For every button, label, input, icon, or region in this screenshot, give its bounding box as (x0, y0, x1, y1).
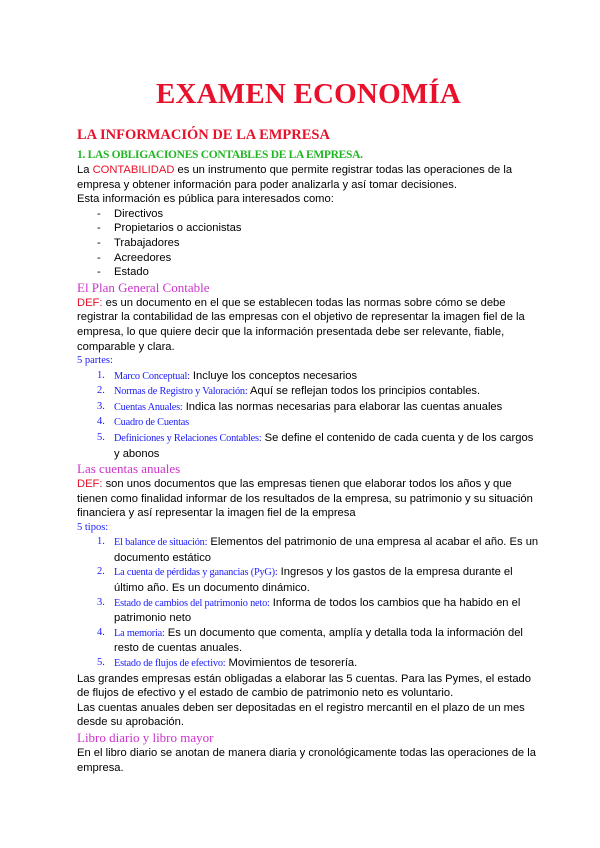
list-item: 3. Estado de cambios del patrimonio neto: Informa de todos los cambios que ha habido en el patrimonio neto (97, 596, 521, 625)
types-list (77, 535, 540, 671)
subsection-heading: 1. LAS OBLIGACIONES CONTABLES DE LA EMPRESA. (77, 149, 363, 161)
list-item: 2. Normas de Registro y Valoración: Aquí se reflejan todos los principios contables. (97, 385, 481, 398)
list-item: - Estado (97, 265, 540, 280)
contabilidad-paragraph: La CONTABILIDAD es un instrumento que permite registrar todas las operaciones de la empresa y obtener información para poder analizarla y así tomar decisiones. (77, 164, 513, 191)
def-label: DEF: (77, 296, 103, 309)
list-item: 3. Cuentas Anuales: Indica las normas necesarias para elaborar las cuentas anuales (97, 400, 503, 413)
cuentas-heading: Las cuentas anuales (77, 461, 181, 477)
list-item: 2. La cuenta de pérdidas y ganancias (PyG): Ingresos y los gastos de la empresa durante el último año. Es un documento dinámico. (97, 566, 513, 595)
parts-list (77, 369, 540, 462)
pgc-heading: El Plan General Contable (77, 279, 210, 295)
types-label: 5 tipos: (77, 521, 109, 533)
libro-heading: Libro diario y libro mayor (77, 730, 214, 745)
list-item: 4. La memoria: Es un documento que comenta, amplía y detalla toda la información del resto de cuentas anuales. (97, 626, 523, 655)
cuentas-deposit-paragraph: Las cuentas anuales deben ser depositadas en el registro mercantil en el plazo de un mes desde su aprobación. (77, 701, 525, 729)
contabilidad-term: CONTABILIDAD (92, 164, 175, 176)
list-item: 5. Estado de flujos de efectivo: Movimientos de tesorería. (97, 657, 358, 670)
list-item: - Acreedores (97, 251, 540, 266)
interested-intro: Esta información es pública para interesados como: (77, 193, 334, 206)
interested-list (77, 207, 540, 280)
list-item: - Propietarios o accionistas (97, 221, 540, 236)
list-item: 1. Marco Conceptual: Incluye los conceptos necesarios (97, 369, 358, 382)
cuentas-obligation-paragraph: Las grandes empresas están obligadas a elaborar las 5 cuentas. Para las Pymes, el estado de flujos de efectivo y el estado de cambio de patrimonio neto es voluntario. (77, 672, 531, 700)
list-item: - Directivos (97, 207, 540, 222)
pgc-definition: DEF: es un documento en el que se establecen todas las normas sobre cómo se debe registrar la contabilidad de las empresas con el objetivo de representar la imagen fiel de la empresa, lo que quiere decir que la información presentada debe ser relevante, fiable, comparable y clara. (77, 296, 525, 353)
page-title: EXAMEN ECONOMÍA (155, 78, 462, 110)
list-item: 4. Cuadro de Cuentas (97, 416, 189, 429)
list-item: - Trabajadores (97, 236, 540, 251)
list-item: 1. El balance de situación: Elementos del patrimonio de una empresa al acabar el año. Es un documento estático (97, 536, 539, 564)
section-heading: LA INFORMACIÓN DE LA EMPRESA (77, 127, 330, 143)
list-item: 5. Definiciones y Relaciones Contables: Se define el contenido de cada cuenta y de los cargos y abonos (97, 431, 534, 460)
cuentas-definition: DEF: son unos documentos que las empresas tienen que elaborar todos los años y que tienen como finalidad informar de los resultados de la empresa, su patrimonio y su situación financiera y así representar la imagen fiel de la empresa (77, 478, 533, 520)
parts-label: 5 partes: (77, 355, 113, 367)
def-label: DEF: (77, 478, 103, 491)
libro-paragraph: En el libro diario se anotan de manera diaria y cronológicamente todas las operaciones de la empresa. (77, 747, 536, 774)
